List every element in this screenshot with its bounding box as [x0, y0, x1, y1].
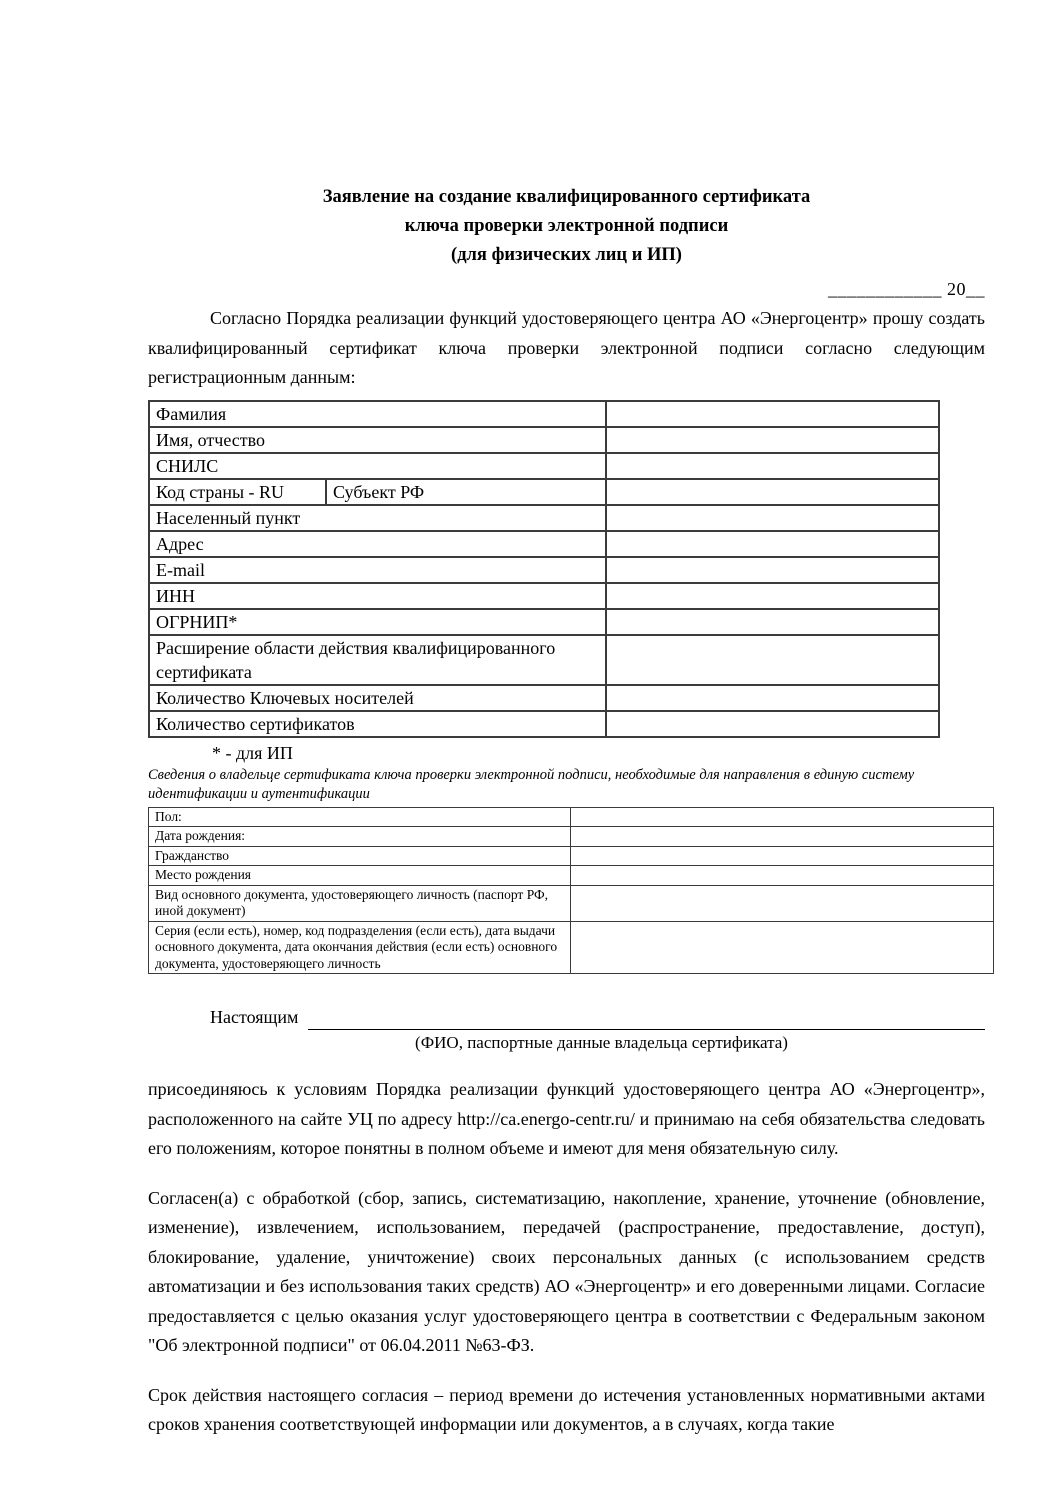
- table-value-cell: [606, 531, 939, 557]
- table-value-cell: [571, 827, 994, 847]
- date-blank-line: ____________ 20__: [828, 279, 985, 299]
- table-row: [149, 583, 939, 609]
- term-paragraph: Срок действия настоящего согласия – период времени до истечения установленных нормативными актами сроков хранения соответствующей информации или документов, а в случаях, когда такие: [148, 1384, 985, 1434]
- table-value-cell: [606, 505, 939, 531]
- table-row: [149, 531, 939, 557]
- page-title: [148, 183, 985, 270]
- title-line-1: Заявление на создание квалифицированного сертификата: [322, 187, 811, 207]
- table-value-cell: [606, 557, 939, 583]
- table-row: [149, 453, 939, 479]
- table-label-cell-country-code: Код страны - RU: [149, 479, 326, 505]
- table-label-cell: Фамилия: [149, 401, 606, 427]
- table-value-cell: [606, 479, 939, 505]
- signature-blank-underline: [308, 1007, 985, 1030]
- table-value-cell: [606, 583, 939, 609]
- table-row: [149, 635, 939, 685]
- table-label-cell: Имя, отчество: [149, 427, 606, 453]
- table-value-cell: [606, 453, 939, 479]
- signature-caption: (ФИО, паспортные данные владельца сертификата): [415, 1033, 788, 1052]
- table-label-cell: ИНН: [149, 583, 606, 609]
- table-label-cell: Серия (если есть), номер, код подразделения (если есть), дата выдачи основного документа, дата окончания действия (если есть) основного документа, удостоверяющего личность: [149, 921, 571, 974]
- consent-paragraph: Согласен(а) с обработкой (сбор, запись, систематизацию, накопление, хранение, уточнение (обновление, изменение), извлечением, использованием, передачей (распространение, предоставление, доступ), блокирование, удаление, уничтожение) своих персональных данных (с использованием средств автоматизации и без использования таких средств) АО «Энергоцентр» и его доверенными лицами. Согласие предоставляется с целью оказания услуг удостоверяющего центра в соответствии с Федеральным законом "Об электронной подписи" от 06.04.2011 №63-ФЗ.: [148, 1187, 985, 1355]
- table-row: [149, 827, 994, 847]
- table-label-cell: Пол:: [149, 807, 571, 827]
- table-value-cell: [606, 711, 939, 737]
- table-label-cell: Количество сертификатов: [149, 711, 606, 737]
- table-value-cell: [606, 427, 939, 453]
- table-label-cell: E-mail: [149, 557, 606, 583]
- table-label-cell: Дата рождения:: [149, 827, 571, 847]
- table-label-cell-region: Субъект РФ: [326, 479, 606, 505]
- table-row: [149, 685, 939, 711]
- table-label-cell: Вид основного документа, удостоверяющего личность (паспорт РФ, иной документ): [149, 885, 571, 921]
- table-label-cell: ОГРНИП*: [149, 609, 606, 635]
- table-label-cell: Адрес: [149, 531, 606, 557]
- title-line-2: ключа проверки электронной подписи: [404, 216, 729, 236]
- table-row: [149, 885, 994, 921]
- table-row: [149, 557, 939, 583]
- table-label-cell: СНИЛС: [149, 453, 606, 479]
- table-value-cell: [571, 885, 994, 921]
- table-row: [149, 609, 939, 635]
- table-row: [149, 807, 994, 827]
- table-row: [149, 921, 994, 974]
- table-label-cell: Населенный пункт: [149, 505, 606, 531]
- table-row: [149, 505, 939, 531]
- table-value-cell: [571, 866, 994, 886]
- table-value-cell: [606, 635, 939, 685]
- registration-table: [148, 400, 940, 738]
- table-value-cell: [571, 807, 994, 827]
- intro-paragraph: Согласно Порядка реализации функций удостоверяющего центра АО «Энергоцентр» прошу создать квалифицированный сертификат ключа проверки электронной подписи согласно следующим регистрационным данным:: [148, 308, 985, 387]
- signature-line: [148, 1004, 985, 1030]
- table-row: [149, 866, 994, 886]
- table-value-cell: [606, 609, 939, 635]
- title-line-3: (для физических лиц и ИП): [451, 245, 682, 265]
- table-row: [149, 846, 994, 866]
- table-row: [149, 401, 939, 427]
- table-label-cell: Количество Ключевых носителей: [149, 685, 606, 711]
- table-row-country-region: [149, 479, 939, 505]
- esia-note: Сведения о владельце сертификата ключа проверки электронной подписи, необходимые для направления в единую систему идентификации и аутентификации: [148, 766, 915, 802]
- table-value-cell: [571, 921, 994, 974]
- table-label-cell: Гражданство: [149, 846, 571, 866]
- table-label-cell: Расширение области действия квалифицированного сертификата: [149, 635, 606, 685]
- table-value-cell: [606, 685, 939, 711]
- table-label-cell: Место рождения: [149, 866, 571, 886]
- signature-prefix: Настоящим: [210, 1007, 299, 1027]
- esia-table: [148, 807, 994, 975]
- table-row: [149, 711, 939, 737]
- table-value-cell: [606, 401, 939, 427]
- ip-footnote: * - для ИП: [212, 742, 293, 763]
- table-row: [149, 427, 939, 453]
- agreement-paragraph: присоединяюсь к условиям Порядка реализации функций удостоверяющего центра АО «Энергоцентр», расположенного на сайте УЦ по адресу http://ca.energo-centr.ru/ и принимаю на себя обязательства следовать его положениям, которое понятны в полном объеме и имеют для меня обязательную силу.: [148, 1079, 985, 1158]
- table-value-cell: [571, 846, 994, 866]
